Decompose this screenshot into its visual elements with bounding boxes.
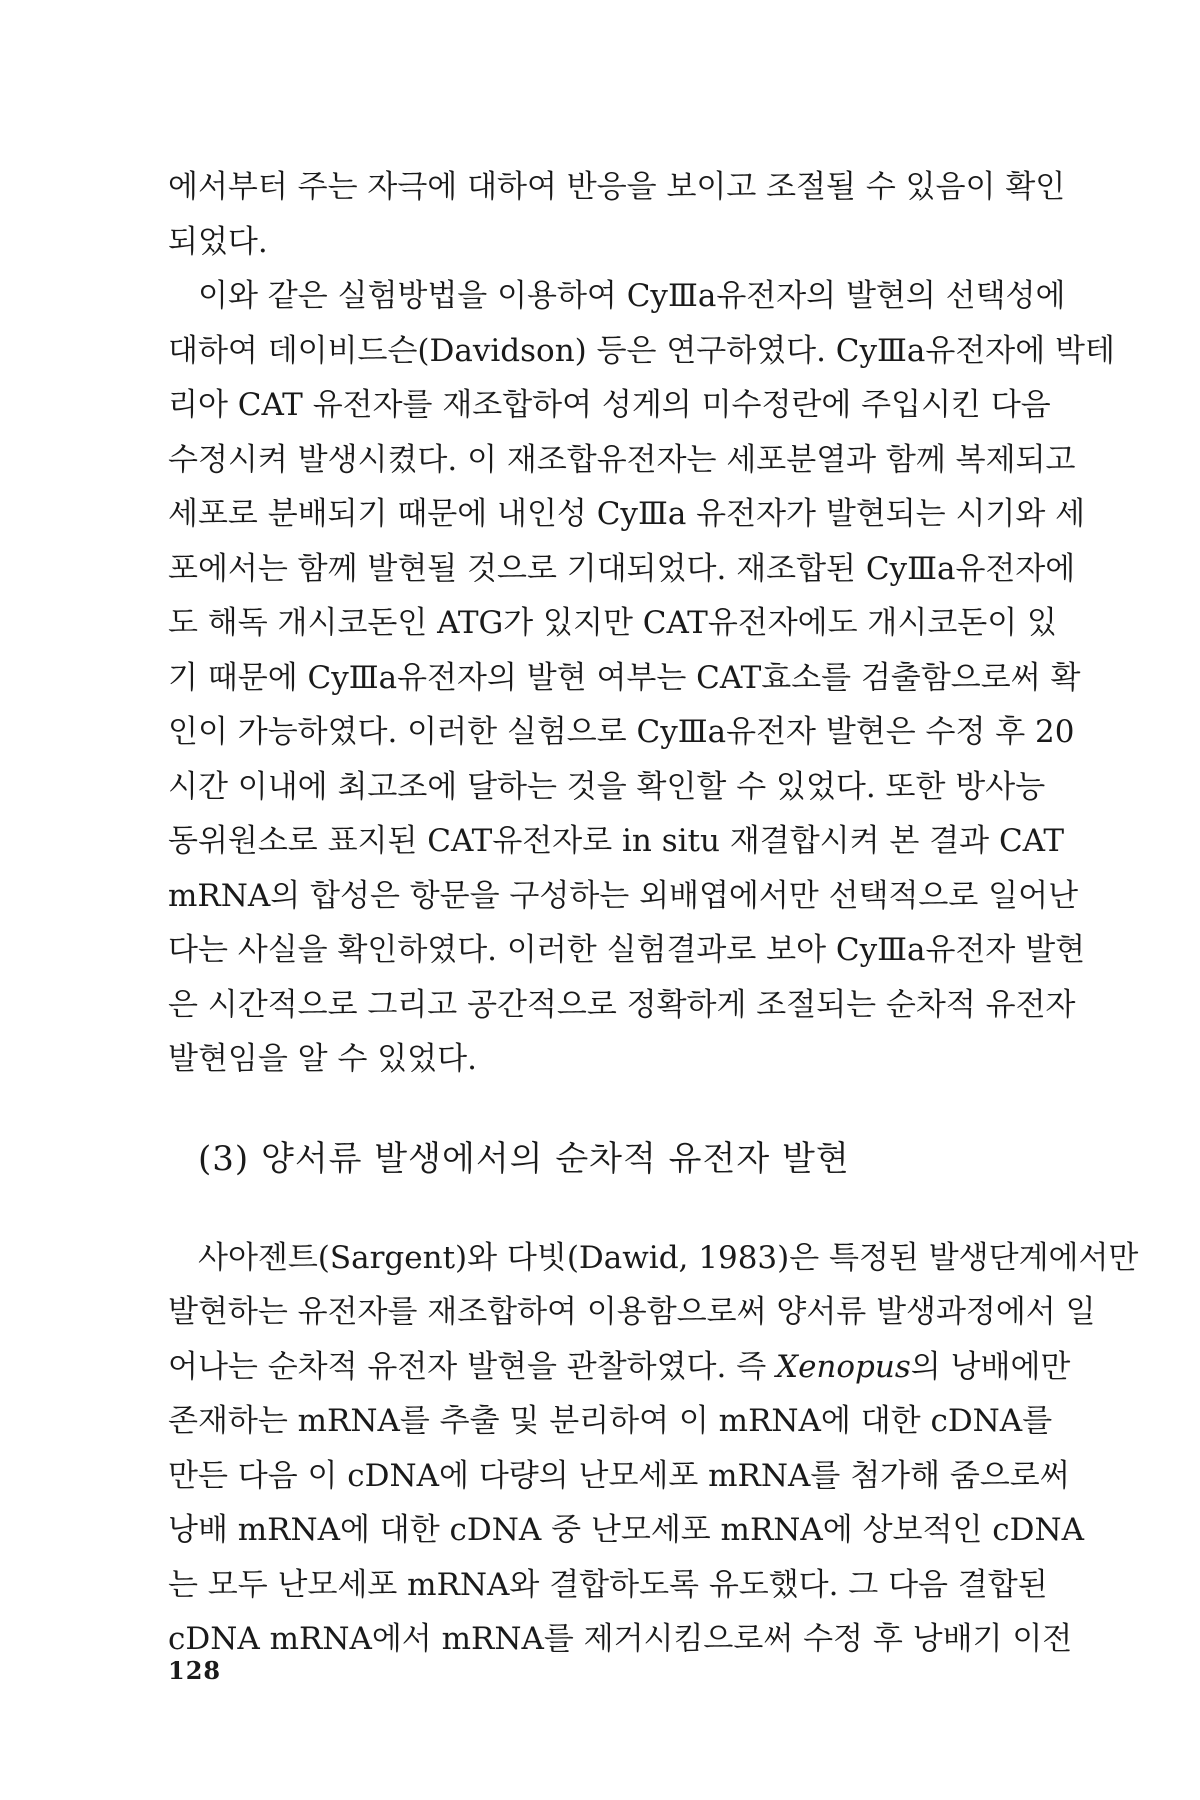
text-line: 발현임을 알 수 있었다. bbox=[168, 1041, 477, 1077]
text-line: 이와 같은 실험방법을 이용하여 CyⅢa유전자의 발현의 선택성에 bbox=[198, 278, 1066, 314]
text-line: 리아 CAT 유전자를 재조합하여 성게의 미수정란에 주입시킨 다음 bbox=[168, 387, 1051, 423]
text-line: 는 모두 난모세포 mRNA와 결합하도록 유도했다. 그 다음 결합된 bbox=[168, 1566, 1048, 1603]
paragraph-amphibian bbox=[168, 1231, 1139, 1667]
text-line: 대하여 데이비드슨(Davidson) 등은 연구하였다. CyⅢa유전자에 박테 bbox=[168, 332, 1115, 369]
text-line-xenopus: 어나는 순차적 유전자 발현을 관찰하였다. 즉 Xenopus의 낭배에만 bbox=[168, 1348, 1071, 1385]
text-line: 기 때문에 CyⅢa유전자의 발현 여부는 CAT효소를 검출함으로써 확 bbox=[168, 659, 1081, 696]
text-line: 사아젠트(Sargent)와 다빗(Dawid, 1983)은 특정된 발생단계에서만 bbox=[198, 1239, 1139, 1276]
text-line: 포에서는 함께 발현될 것으로 기대되었다. 재조합된 CyⅢa유전자에 bbox=[168, 550, 1076, 587]
text-line: 낭배 mRNA에 대한 cDNA 중 난모세포 mRNA에 상보적인 cDNA bbox=[168, 1512, 1084, 1548]
page-body bbox=[168, 160, 1139, 1667]
text-line: 존재하는 mRNA를 추출 및 분리하여 이 mRNA에 대한 cDNA를 bbox=[168, 1403, 1053, 1439]
text-line: 수정시켜 발생시켰다. 이 재조합유전자는 세포분열과 함께 복제되고 bbox=[168, 441, 1076, 478]
text-line: 시간 이내에 최고조에 달하는 것을 확인할 수 있었다. 또한 방사능 bbox=[168, 768, 1046, 805]
text-line: mRNA의 합성은 항문을 구성하는 외배엽에서만 선택적으로 일어난 bbox=[168, 877, 1079, 914]
text-line: 세포로 분배되기 때문에 내인성 CyⅢa 유전자가 발현되는 시기와 세 bbox=[168, 496, 1086, 532]
text-line: 에서부터 주는 자극에 대하여 반응을 보이고 조절될 수 있음이 확인 bbox=[168, 169, 1066, 205]
paragraph-cy3a-selectivity bbox=[168, 269, 1115, 1087]
text-line: 되었다. bbox=[168, 223, 268, 260]
text-line: 동위원소로 표지된 CAT유전자로 in situ 재결합시켜 본 결과 CAT bbox=[168, 823, 1065, 859]
text-line: 은 시간적으로 그리고 공간적으로 정확하게 조절되는 순차적 유전자 bbox=[168, 986, 1076, 1023]
text-line: 다는 사실을 확인하였다. 이러한 실험결과로 보아 CyⅢa유전자 발현 bbox=[168, 932, 1086, 968]
species-name: Xenopus bbox=[776, 1348, 911, 1385]
text-line: 만든 다음 이 cDNA에 다량의 난모세포 mRNA를 첨가해 줌으로써 bbox=[168, 1457, 1070, 1494]
page-number: 128 bbox=[168, 1656, 222, 1685]
text-line: cDNA mRNA에서 mRNA를 제거시킴으로써 수정 후 낭배기 이전 bbox=[168, 1621, 1073, 1657]
text-line: 도 해독 개시코돈인 ATG가 있지만 CAT유전자에도 개시코돈이 있 bbox=[168, 605, 1057, 641]
text-line: 발현하는 유전자를 재조합하여 이용함으로써 양서류 발생과정에서 일 bbox=[168, 1294, 1096, 1330]
paragraph-continued bbox=[168, 160, 1066, 269]
section-heading: (3) 양서류 발생에서의 순차적 유전자 발현 bbox=[198, 1138, 850, 1179]
text-line: 인이 가능하였다. 이러한 실험으로 CyⅢa유전자 발현은 수정 후 20 bbox=[168, 714, 1075, 750]
